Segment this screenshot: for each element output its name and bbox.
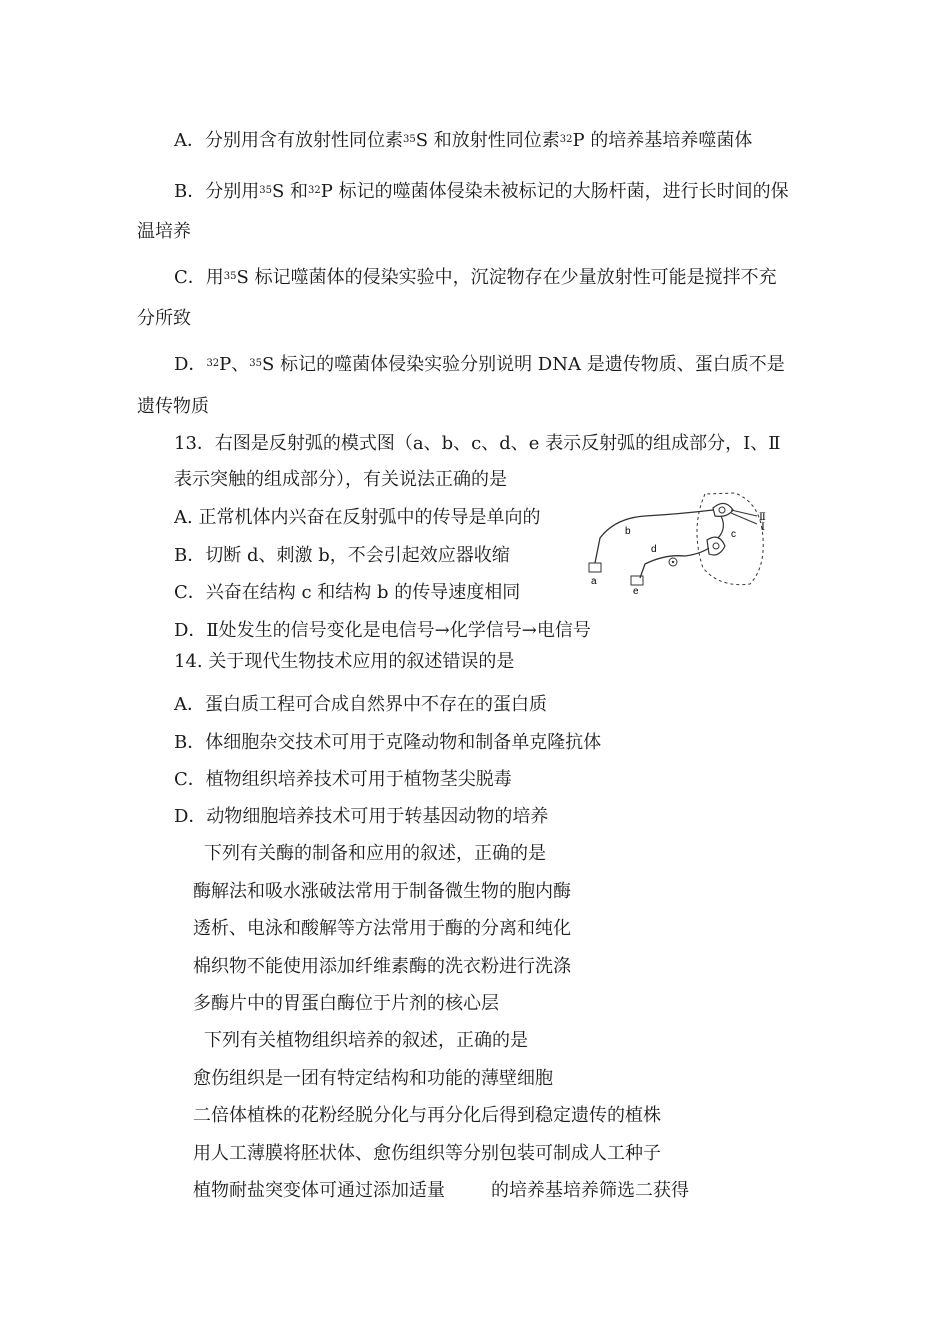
q15-option-d: 多酶片中的胃蛋白酶位于片剂的核心层 — [193, 993, 499, 1014]
q16-option-c: 用人工薄膜将胚状体、愈伤组织等分别包装可制成人工种子 — [193, 1143, 661, 1164]
q16-option-a: 愈伤组织是一团有特定结构和功能的薄壁细胞 — [193, 1068, 553, 1089]
label-I: Ⅰ — [761, 522, 765, 533]
q15-option-a: 酶解法和吸水涨破法常用于制备微生物的胞内酶 — [193, 881, 571, 902]
q13-option-a: A. 正常机体内兴奋在反射弧中的传导是单向的 — [174, 507, 541, 528]
receptor-a-box — [589, 563, 601, 572]
q12-option-d-continued: 遗传物质 — [137, 396, 209, 417]
motor-neuron-nucleus — [713, 543, 719, 549]
q12-option-a: A．分别用含有放射性同位素$^{35}$S 和放射性同位素$^{32}$P 的培养基培养噬菌体 — [174, 130, 753, 151]
q12-option-b-continued: 温培养 — [137, 221, 191, 242]
interneuron-body — [713, 503, 733, 516]
q13-option-c: C．兴奋在结构 c 和结构 b 的传导速度相同 — [174, 582, 521, 603]
q16-stem: 下列有关植物组织培养的叙述，正确的是 — [204, 1030, 528, 1051]
q12-option-c: C．用$^{35}$S 标记噬菌体的侵染实验中，沉淀物存在少量放射性可能是搅拌不充 — [174, 267, 777, 288]
label-e: e — [633, 586, 639, 597]
q16-option-b: 二倍体植株的花粉经脱分化与再分化后得到稳定遗传的植株 — [193, 1105, 661, 1126]
connector-c — [718, 516, 723, 538]
motor-neuron-body — [707, 537, 725, 555]
label-II: Ⅱ — [759, 512, 766, 523]
afferent-fiber-b — [595, 510, 713, 563]
effector-e-box — [631, 576, 643, 585]
label-b: b — [625, 526, 631, 537]
interneuron-nucleus — [719, 507, 725, 513]
q13-option-b: B．切断 d、刺激 b，不会引起效应器收缩 — [174, 545, 510, 566]
q12-option-b: B．分别用$^{35}$S 和$^{32}$P 标记的噬菌体侵染未被标记的大肠杆菌，进行长时间的保 — [174, 181, 789, 202]
q15-option-c: 棉织物不能使用添加纤维素酶的洗衣粉进行洗涤 — [193, 956, 571, 977]
label-d: d — [651, 544, 657, 555]
q14-option-c: C．植物组织培养技术可用于植物茎尖脱毒 — [174, 769, 512, 790]
q13-option-d: D．Ⅱ处发生的信号变化是电信号→化学信号→电信号 — [174, 620, 591, 641]
q16-option-d: 植物耐盐突变体可通过添加适量 的培养基培养筛选二获得 — [193, 1180, 689, 1201]
q12-option-c-continued: 分所致 — [137, 308, 191, 329]
q15-option-b: 透析、电泳和酸解等方法常用于酶的分离和纯化 — [193, 918, 571, 939]
reflex-arc-diagram — [585, 488, 780, 598]
q13-stem-line2: 表示突触的组成部分），有关说法正确的是 — [174, 469, 507, 490]
q13-stem-line1: 13．右图是反射弧的模式图（a、b、c、d、e 表示反射弧的组成部分，Ⅰ、Ⅱ — [174, 433, 781, 454]
label-a: a — [591, 576, 597, 587]
q15-stem: 下列有关酶的制备和应用的叙述，正确的是 — [204, 843, 546, 864]
q14-option-d: D．动物细胞培养技术可用于转基因动物的培养 — [174, 806, 549, 827]
q14-option-a: A．蛋白质工程可合成自然界中不存在的蛋白质 — [174, 694, 547, 715]
q12-option-d: D．$^{32}$P、$^{35}$S 标记的噬菌体侵染实验分别说明 DNA 是遗传物质、蛋白质不是 — [174, 354, 785, 375]
label-c: c — [731, 529, 736, 540]
q14-stem: 14. 关于现代生物技术应用的叙述错误的是 — [174, 651, 515, 672]
q14-option-b: B．体细胞杂交技术可用于克隆动物和制备单克隆抗体 — [174, 732, 602, 753]
